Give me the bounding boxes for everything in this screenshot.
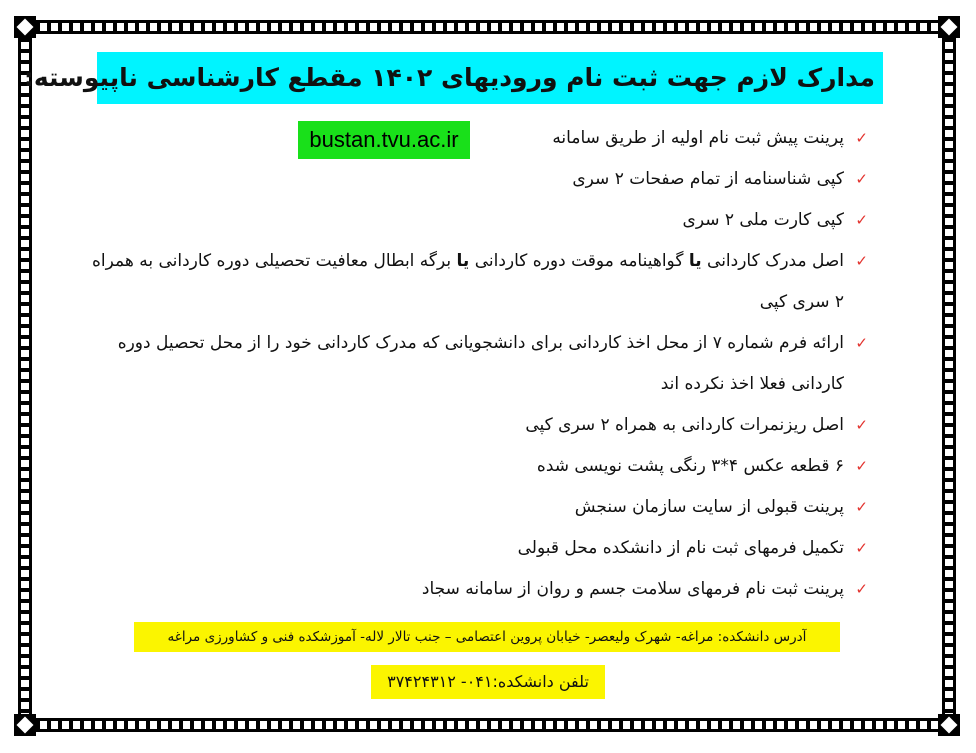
list-item	[90, 159, 870, 200]
corner-ornament-icon	[14, 714, 36, 736]
item-text: پرینت پیش ثبت نام اولیه از طریق سامانه	[552, 128, 844, 148]
check-icon: ✓	[855, 211, 868, 229]
check-icon: ✓	[855, 170, 868, 188]
list-item	[90, 528, 870, 569]
border-top	[18, 20, 956, 34]
border-right	[942, 20, 956, 732]
check-icon: ✓	[855, 334, 868, 352]
check-icon: ✓	[855, 416, 868, 434]
list-item	[90, 118, 870, 159]
item-text: برگه ابطال معافیت تحصیلی دوره کاردانی به همراه ۲ سری کپی	[92, 251, 844, 312]
list-item	[90, 446, 870, 487]
check-icon: ✓	[855, 580, 868, 598]
phone-text: تلفن دانشکده:۰۴۱- ۳۷۴۲۴۳۱۲	[371, 665, 605, 699]
corner-ornament-icon	[938, 714, 960, 736]
item-text: کپی شناسنامه از تمام صفحات ۲ سری	[572, 169, 844, 189]
item-text: پرینت قبولی از سایت سازمان سنجش	[574, 497, 844, 517]
requirements-list	[90, 118, 870, 610]
check-icon: ✓	[855, 457, 868, 475]
list-item	[90, 241, 870, 323]
border-bottom	[18, 718, 956, 732]
check-icon: ✓	[855, 498, 868, 516]
corner-ornament-icon	[938, 16, 960, 38]
item-text-bold: یا	[688, 251, 702, 271]
check-icon: ✓	[855, 129, 868, 147]
item-text-bold: یا	[456, 251, 470, 271]
item-text: اصل مدرک کاردانی	[701, 251, 844, 271]
check-icon: ✓	[855, 539, 868, 557]
item-text: تکمیل فرمهای ثبت نام از دانشکده محل قبولی	[517, 538, 844, 558]
item-text: گواهینامه موقت دوره کاردانی	[469, 251, 689, 271]
list-item	[90, 323, 870, 405]
list-item	[90, 487, 870, 528]
address-text: آدرس دانشکده: مراغه- شهرک ولیعصر- خیابان پروین اعتصامی – جنب تالار لاله- آموزشکده فنی و کشاورزی مراغه	[134, 622, 840, 652]
border-left	[18, 20, 32, 732]
website-link[interactable]: bustan.tvu.ac.ir	[298, 121, 470, 159]
list-item	[90, 200, 870, 241]
item-text: اصل ریزنمرات کاردانی به همراه ۲ سری کپی	[525, 415, 844, 435]
page-title: مدارک لازم جهت ثبت نام ورودیهای ۱۴۰۲ مقطع کارشناسی ناپیوسته:	[97, 52, 883, 104]
check-icon: ✓	[855, 252, 868, 270]
corner-ornament-icon	[14, 16, 36, 38]
list-item	[90, 405, 870, 446]
item-text: ۶ قطعه عکس ۴*۳ رنگی پشت نویسی شده	[536, 456, 844, 476]
item-text: کپی کارت ملی ۲ سری	[682, 210, 844, 230]
list-item	[90, 569, 870, 610]
item-text: پرینت ثبت نام فرمهای سلامت جسم و روان از سامانه سجاد	[421, 579, 844, 599]
item-text: ارائه فرم شماره ۷ از محل اخذ کاردانی برای دانشجویانی که مدرک کاردانی خود را از محل تحصیل دوره کاردانی فعلا اخذ نکرده اند	[117, 333, 844, 394]
